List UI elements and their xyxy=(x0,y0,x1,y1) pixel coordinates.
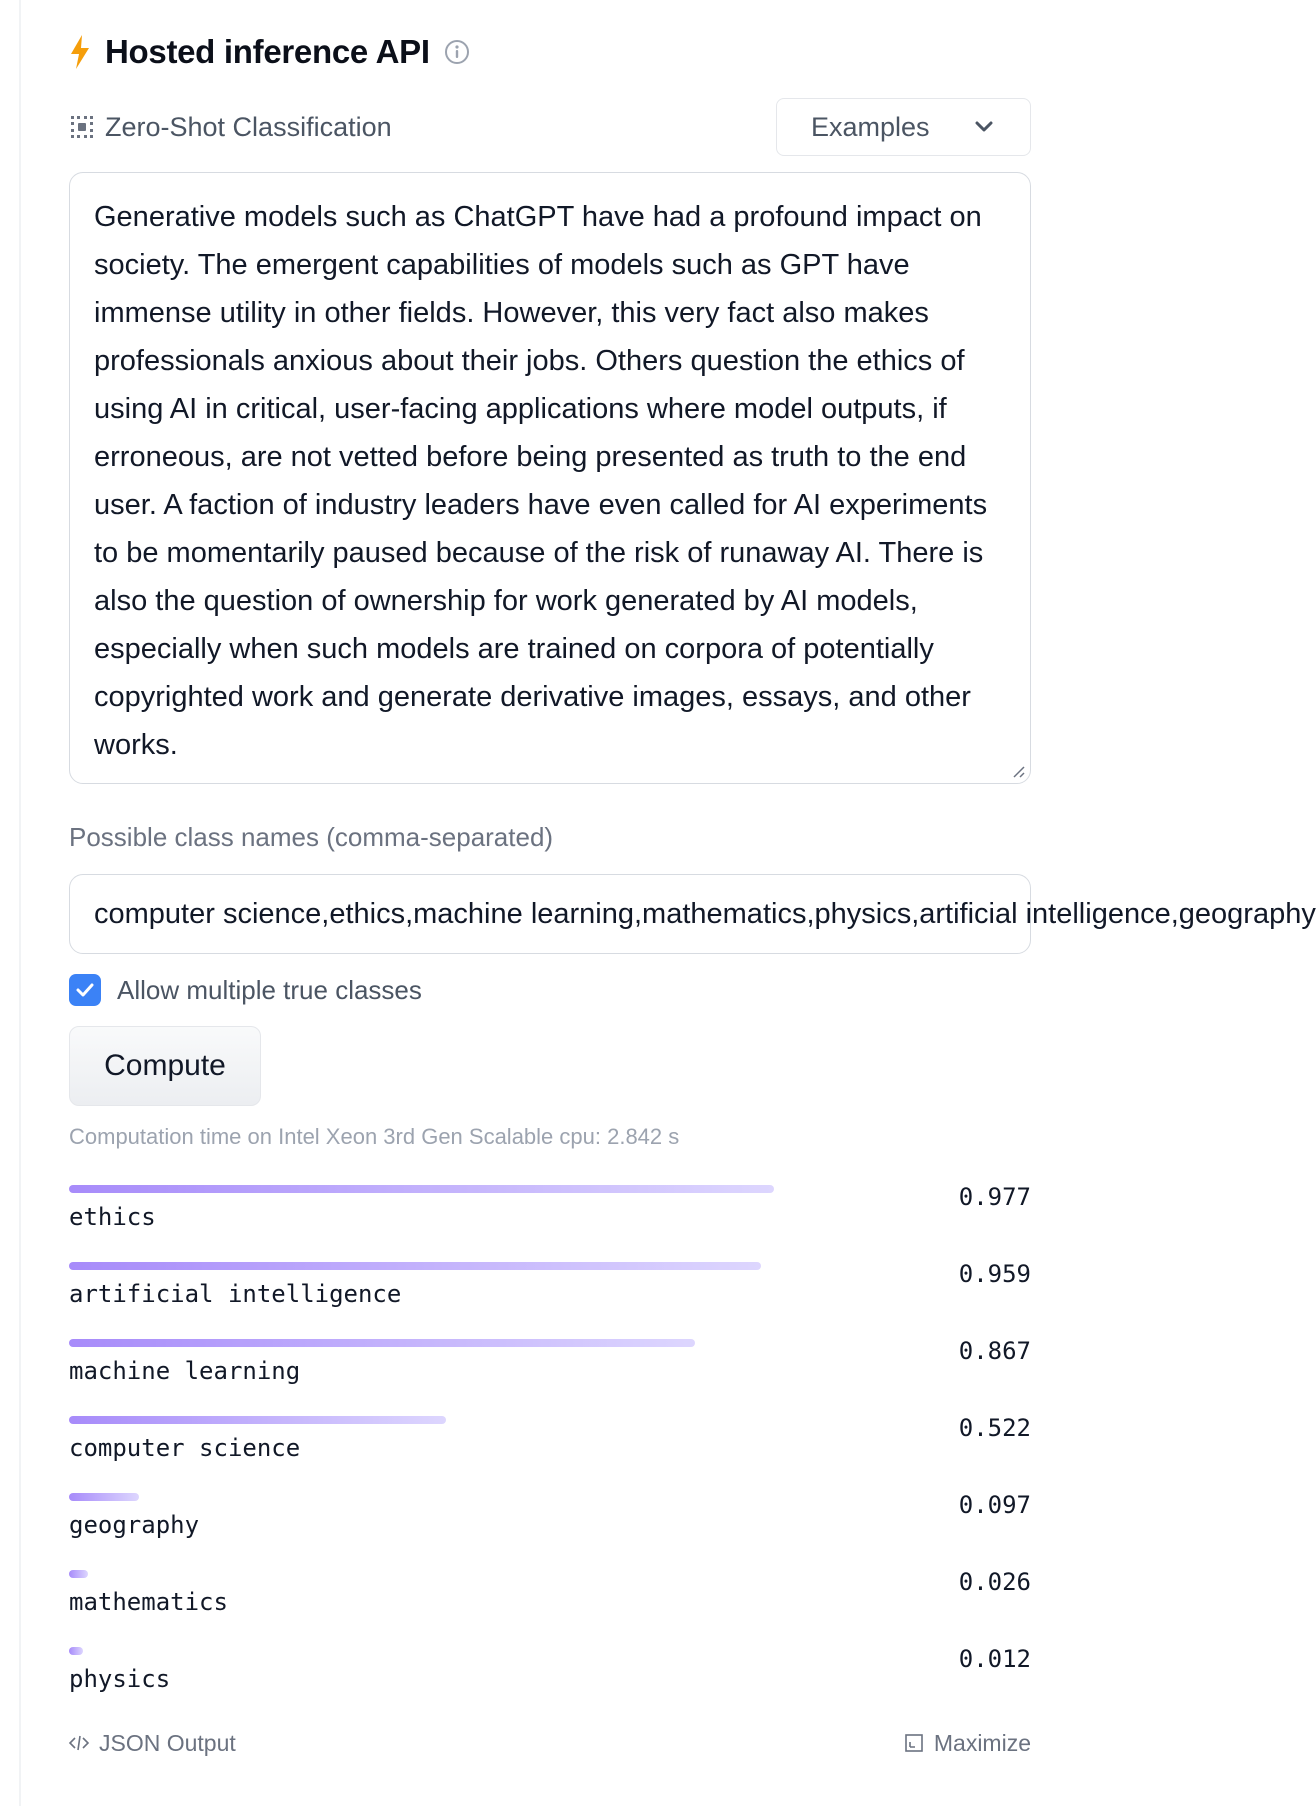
result-score: 0.977 xyxy=(958,1183,1031,1211)
input-textarea[interactable] xyxy=(69,172,1031,784)
class-names-input[interactable]: computer science,ethics,machine learning,mathematics,physics,artificial intelligence,geography xyxy=(69,874,1031,954)
computation-time: Computation time on Intel Xeon 3rd Gen Scalable cpu: 2.842 s xyxy=(69,1124,680,1149)
result-score: 0.959 xyxy=(958,1260,1031,1288)
result-label: physics xyxy=(69,1665,171,1693)
result-row xyxy=(69,1260,1031,1337)
widget-footer xyxy=(69,1726,1031,1760)
compute-button[interactable]: Compute xyxy=(69,1026,261,1106)
result-score: 0.097 xyxy=(958,1491,1031,1519)
multi-class-checkbox[interactable] xyxy=(69,974,101,1006)
multi-class-option[interactable] xyxy=(69,973,422,1007)
class-names-label: Possible class names (comma-separated) xyxy=(69,822,554,852)
result-row xyxy=(69,1568,1031,1645)
maximize-label: Maximize xyxy=(933,1729,1031,1756)
input-text: Generative models such as ChatGPT have had a profound impact on society. The emergent capabilities of models such as GPT have immense utility in other fields. However, this very fact also makes professionals anxious about their jobs. Others question the ethics of using AI in critical, user-facing applications where model outputs, if erroneous, are not vetted before being presented as truth to the end user. A faction of industry leaders have even called for AI experiments to be momentarily paused because of the risk of runaway AI. There is also the question of ownership for work generated by AI models, especially when such models are trained on corpora of potentially copyrighted work and generate derivative images, essays, and other works. xyxy=(94,201,988,761)
result-label: ethics xyxy=(69,1203,156,1231)
result-label: geography xyxy=(69,1511,200,1539)
task-label: Zero-Shot Classification xyxy=(105,111,392,142)
json-output-label: JSON Output xyxy=(99,1729,236,1756)
result-score: 0.026 xyxy=(958,1568,1031,1596)
result-score: 0.867 xyxy=(958,1337,1031,1365)
widget-header xyxy=(69,30,470,74)
resize-handle-icon[interactable] xyxy=(1010,763,1026,779)
multi-class-label: Allow multiple true classes xyxy=(117,974,422,1005)
json-output-button[interactable] xyxy=(69,1730,236,1757)
results-list xyxy=(69,1183,1031,1722)
maximize-icon xyxy=(904,1733,924,1753)
task-row xyxy=(69,98,1031,156)
lightning-icon xyxy=(69,35,91,69)
zero-shot-classification-icon xyxy=(69,114,95,140)
score-bar xyxy=(69,1647,83,1655)
left-border xyxy=(19,0,21,1806)
score-bar xyxy=(69,1570,88,1578)
score-bar xyxy=(69,1493,139,1501)
result-row xyxy=(69,1337,1031,1414)
result-score: 0.522 xyxy=(958,1414,1031,1442)
result-label: mathematics xyxy=(69,1588,228,1616)
chevron-down-icon xyxy=(972,115,996,139)
score-bar xyxy=(69,1262,761,1270)
task-type xyxy=(69,112,392,143)
examples-dropdown[interactable] xyxy=(776,98,1031,156)
score-bar xyxy=(69,1339,695,1347)
result-label: machine learning xyxy=(69,1357,301,1385)
widget-title: Hosted inference API xyxy=(105,33,430,70)
result-row xyxy=(69,1183,1031,1260)
inference-widget xyxy=(69,0,1316,1806)
score-bar xyxy=(69,1416,446,1424)
examples-label: Examples xyxy=(811,111,930,142)
info-icon[interactable] xyxy=(444,39,470,65)
result-score: 0.012 xyxy=(958,1645,1031,1673)
result-row xyxy=(69,1414,1031,1491)
maximize-button[interactable] xyxy=(904,1730,1031,1757)
result-label: artificial intelligence xyxy=(69,1280,402,1308)
result-row xyxy=(69,1491,1031,1568)
result-row xyxy=(69,1645,1031,1722)
score-bar xyxy=(69,1185,774,1193)
code-icon xyxy=(69,1733,89,1753)
result-label: computer science xyxy=(69,1434,301,1462)
checkmark-icon xyxy=(74,979,96,1001)
